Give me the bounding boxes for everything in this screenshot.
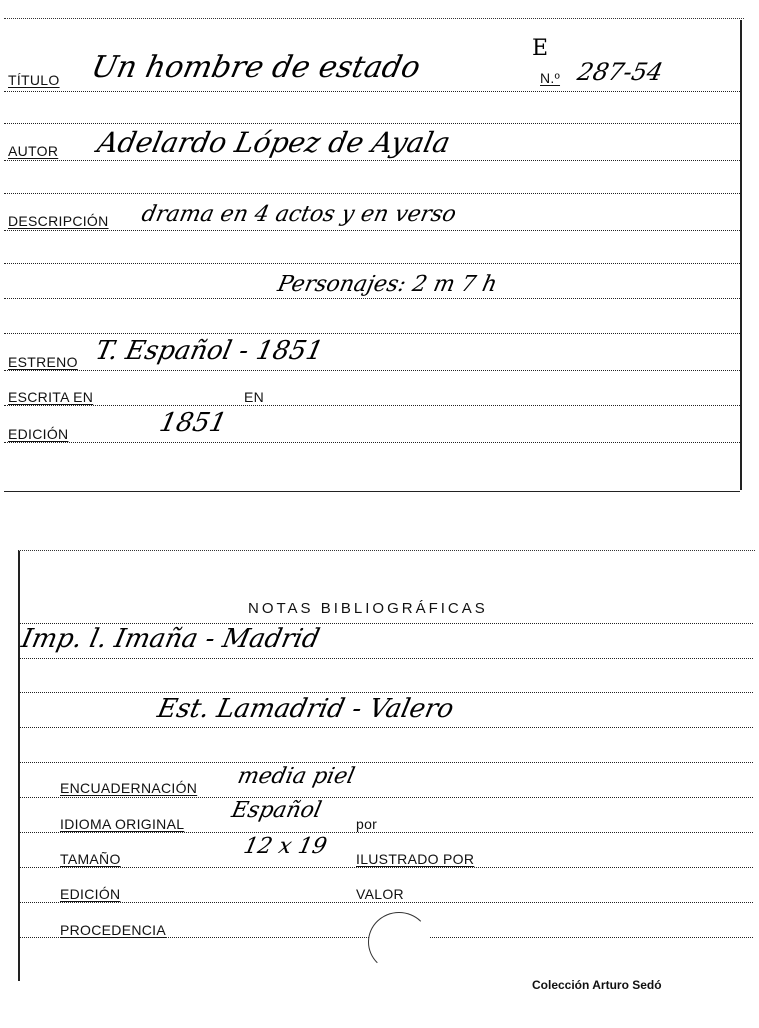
- encuadernacion-value: media piel: [235, 764, 357, 789]
- rule: [4, 442, 740, 443]
- rule: [4, 370, 740, 371]
- encuadernacion-label: ENCUADERNACIÓN: [60, 780, 198, 796]
- tamano-label: TAMAÑO: [60, 851, 121, 867]
- autor-value: Adelardo López de Ayala: [94, 126, 454, 159]
- rule: [4, 91, 740, 92]
- idioma-value: Español: [229, 798, 324, 823]
- numero-value: 287-54: [575, 58, 666, 86]
- descripcion-value: drama en 4 actos y en verso: [139, 202, 459, 227]
- idioma-label: IDIOMA ORIGINAL: [60, 816, 185, 832]
- rule: [4, 333, 740, 334]
- numero-label: N.º: [540, 70, 561, 86]
- rule: [4, 193, 740, 194]
- en-label: EN: [244, 389, 265, 405]
- rule: [20, 797, 753, 798]
- rule: [4, 230, 740, 231]
- top-card-right-edge: [740, 20, 742, 490]
- note-line-2: Est. Lamadrid - Valero: [154, 694, 457, 724]
- note-line-1: Imp. l. Imaña - Madrid: [18, 624, 323, 654]
- titulo-value: Un hombre de estado: [88, 50, 424, 85]
- top-card-border: [4, 18, 744, 489]
- procedencia-label: PROCEDENCIA: [60, 922, 166, 938]
- por-label: por: [356, 816, 378, 832]
- edicion-value: 1851: [156, 408, 230, 438]
- estreno-value: T. Español - 1851: [92, 336, 326, 366]
- rule: [20, 727, 753, 728]
- titulo-label: TÍTULO: [8, 72, 60, 88]
- ilustrado-label: ILUSTRADO POR: [356, 851, 475, 867]
- rule: [20, 762, 753, 763]
- rule: [20, 832, 753, 833]
- punch-hole: [368, 912, 430, 972]
- rule: [4, 160, 740, 161]
- collection-stamp: Colección Arturo Sedó: [532, 978, 662, 992]
- edicion-label-2: EDICIÓN: [60, 886, 121, 902]
- edicion-label: EDICIÓN: [8, 426, 69, 442]
- notas-heading: NOTAS BIBLIOGRÁFICAS: [248, 600, 488, 617]
- tamano-value: 12 x 19: [241, 834, 330, 859]
- rule: [4, 263, 740, 264]
- valor-label: VALOR: [356, 886, 404, 902]
- autor-label: AUTOR: [8, 143, 59, 159]
- estreno-label: ESTRENO: [8, 354, 78, 370]
- rule: [4, 123, 740, 124]
- series-letter: E: [532, 36, 549, 61]
- rule: [20, 658, 753, 659]
- rule: [20, 692, 753, 693]
- rule: [4, 405, 740, 406]
- descripcion-label: DESCRIPCIÓN: [8, 213, 109, 229]
- rule: [20, 902, 753, 903]
- rule: [20, 867, 753, 868]
- escrita-en-label: ESCRITA EN: [8, 389, 94, 405]
- rule: [4, 491, 740, 492]
- personajes-value: Personajes: 2 m 7 h: [275, 272, 500, 297]
- rule: [4, 298, 740, 299]
